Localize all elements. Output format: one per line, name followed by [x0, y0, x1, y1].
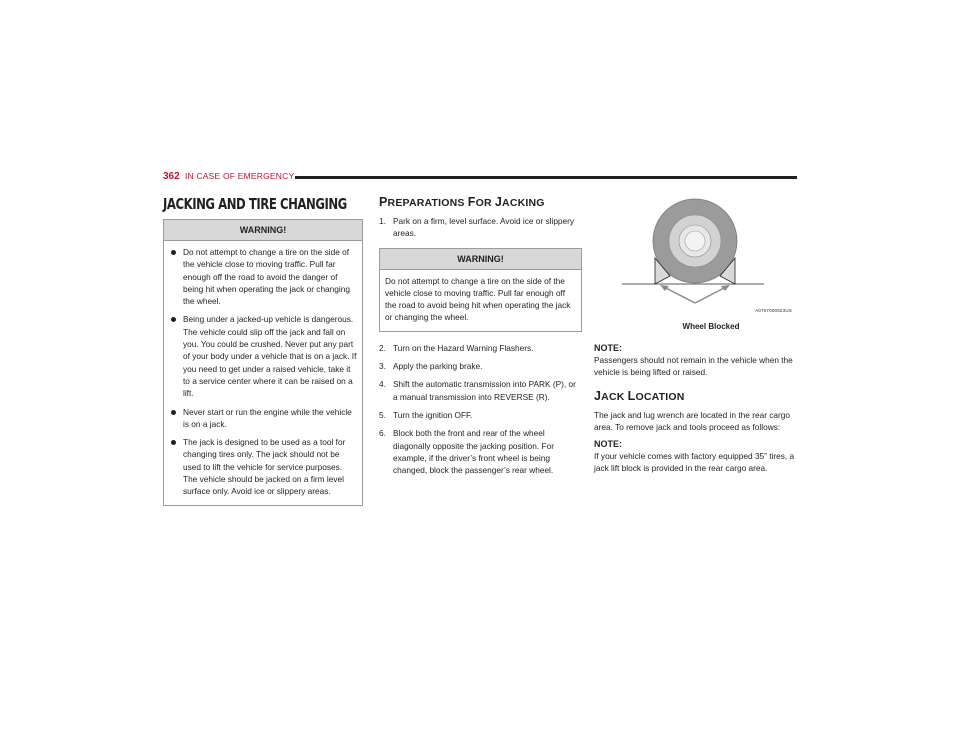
steps-list — [379, 215, 582, 240]
step-item — [379, 342, 582, 354]
step-number: 5. — [379, 409, 386, 420]
page-number: 362 — [163, 171, 180, 182]
step-number: 2. — [379, 342, 386, 353]
bullet-icon — [171, 440, 176, 445]
jack-location-heading: JACK LOCATION — [594, 388, 685, 403]
wheel-chock-illustration — [594, 195, 798, 320]
left-column — [163, 195, 363, 506]
bullet-icon — [171, 250, 176, 255]
step-item — [379, 409, 582, 421]
warning-item-text: The jack is designed to be used as a tool for changing tires only. The jack should not be used to lift the vehicle for service purposes. The vehicle should be jacked on a firm level surface only. Avoid ice or slippery areas. — [183, 437, 346, 497]
warning-item — [169, 436, 357, 497]
figure-caption: Wheel Blocked — [682, 322, 740, 331]
step-text: Park on a firm, level surface. Avoid ice or slippery areas. — [393, 216, 575, 239]
warning-item — [169, 313, 357, 399]
section-name: IN CASE OF EMERGENCY — [185, 171, 295, 181]
bullet-icon — [171, 410, 176, 415]
bullet-icon — [171, 317, 176, 322]
note-text: If your vehicle comes with factory equipped 35” tires, a jack lift block is provided in the rear cargo area. — [594, 451, 795, 474]
step-number: 4. — [379, 379, 386, 390]
warning-text: Do not attempt to change a tire on the side of the vehicle close to moving traffic. Pull far enough off the road to avoid being hit when operating the jack or changing the wheel. — [385, 275, 571, 323]
steps-list — [379, 342, 582, 477]
note-text: Passengers should not remain in the vehicle when the vehicle is being lifted or raised. — [594, 355, 793, 378]
step-text: Turn on the Hazard Warning Flashers. — [393, 342, 534, 353]
page-title: JACKING AND TIRE CHANGING — [163, 195, 347, 213]
step-text: Shift the automatic transmission into PARK (P), or a manual transmission into REVERSE (R). — [393, 379, 576, 402]
middle-column — [379, 195, 582, 482]
step-number: 6. — [379, 428, 386, 439]
warning-item — [169, 246, 357, 307]
jack-location-text: The jack and lug wrench are located in the rear cargo area. To remove jack and tools proceed as follows: — [594, 409, 791, 432]
preparations-heading: PREPARATIONS FOR JACKING — [379, 195, 545, 209]
step-number: 1. — [379, 216, 386, 226]
warning-box — [379, 248, 582, 332]
warning-item — [169, 406, 357, 431]
warning-item-text: Being under a jacked-up vehicle is dangerous. The vehicle could slip off the jack and fall on you. You could be crushed. Never put any part of your body under a vehicle that is on a jack. If you need to get under a raised vehicle, take it to a service center where it can be raised on a lift. — [183, 314, 357, 399]
warning-heading: WARNING! — [164, 220, 362, 241]
step-item — [379, 427, 582, 476]
warning-heading: WARNING! — [380, 249, 581, 270]
wheel-blocked-figure — [594, 195, 798, 320]
step-number: 3. — [379, 361, 386, 372]
warning-box — [163, 219, 363, 506]
right-column — [594, 195, 798, 481]
page-header — [163, 171, 797, 185]
warning-body — [164, 241, 362, 505]
step-text: Apply the parking brake. — [393, 361, 483, 372]
figure-code: A0707000523US — [755, 308, 792, 313]
step-item — [379, 215, 582, 240]
warning-item-text: Do not attempt to change a tire on the side of the vehicle close to moving traffic. Pull far enough off the road to avoid the danger of being hit when operating the jack or changing the wheel. — [183, 247, 350, 307]
step-item — [379, 360, 582, 372]
step-item — [379, 378, 582, 403]
header-rule — [295, 176, 797, 179]
note-label: NOTE: — [594, 439, 622, 450]
step-text: Turn the ignition OFF. — [393, 409, 473, 420]
note-label: NOTE: — [594, 343, 622, 353]
warning-item-text: Never start or run the engine while the vehicle is on a jack. — [183, 406, 352, 429]
step-text: Block both the front and rear of the wheel diagonally opposite the jacking position. For example, if the driver’s front wheel is being changed, block the passenger’s rear wheel. — [393, 428, 554, 476]
